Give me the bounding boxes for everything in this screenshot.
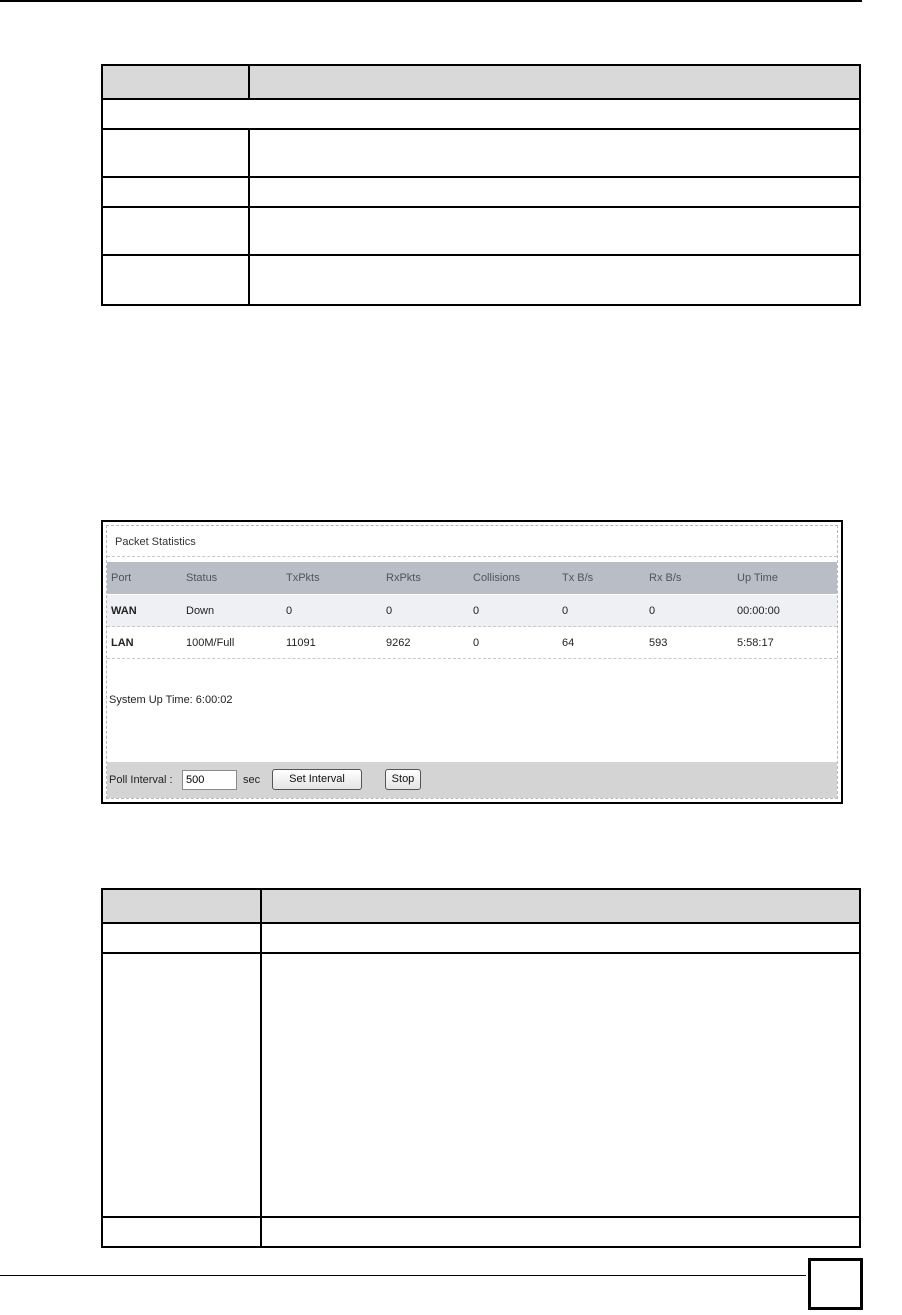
footer-rule [0, 1275, 806, 1276]
table-cell [102, 1217, 261, 1247]
column-header-rx-bps: Rx B/s [649, 572, 682, 584]
tx-bps-cell: 64 [562, 637, 575, 649]
column-header-collisions: Collisions [473, 572, 521, 584]
table-row [102, 207, 860, 255]
table-cell [102, 65, 249, 99]
system-up-time: System Up Time: 6:00:02 [109, 694, 233, 706]
column-header-rxpkts: RxPkts [386, 572, 421, 584]
packet-statistics-screenshot [101, 520, 843, 804]
table-row [102, 255, 860, 305]
table-cell [102, 889, 261, 923]
table-cell [102, 923, 261, 953]
table-row [102, 1217, 860, 1247]
port-cell: LAN [111, 637, 134, 649]
rxpkts-cell: 0 [386, 605, 393, 617]
field-table-bottom [101, 888, 861, 1248]
table-cell [261, 889, 860, 923]
page-number-box [808, 1258, 863, 1310]
stop-button[interactable]: Stop [385, 769, 421, 790]
table-row [102, 953, 860, 1217]
table-cell [102, 207, 249, 255]
txpkts-cell: 0 [286, 605, 293, 617]
txpkts-cell: 11091 [286, 637, 316, 649]
table-cell [102, 99, 860, 129]
table-row [102, 923, 860, 953]
table-cell [249, 177, 860, 207]
title-divider [107, 556, 837, 557]
table-cell [249, 255, 860, 305]
table-cell [261, 923, 860, 953]
table-cell [261, 1217, 860, 1247]
collisions-cell: 0 [473, 605, 480, 617]
table-cell [249, 129, 860, 177]
panel-title: Packet Statistics [115, 536, 196, 548]
column-header-tx-bps: Tx B/s [562, 572, 594, 584]
set-interval-button[interactable]: Set Interval [272, 769, 362, 790]
table-cell [102, 953, 261, 1217]
table-row [102, 177, 860, 207]
status-cell: Down [186, 605, 215, 617]
table-cell [102, 177, 249, 207]
table-cell [261, 953, 860, 1217]
status-cell: 100M/Full [186, 637, 235, 649]
table-row-lan [107, 627, 837, 659]
poll-interval-bar [107, 762, 837, 798]
table-section-row [102, 99, 860, 129]
table-header-row [102, 889, 860, 923]
up-time-cell: 00:00:00 [737, 605, 780, 617]
stats-table-header [107, 562, 837, 594]
poll-interval-input[interactable] [182, 770, 237, 790]
table-cell [249, 65, 860, 99]
table-cell [102, 255, 249, 305]
rxpkts-cell: 9262 [386, 637, 411, 649]
poll-interval-label: Poll Interval : [109, 774, 173, 786]
column-header-txpkts: TxPkts [286, 572, 320, 584]
poll-interval-unit: sec [243, 774, 261, 786]
table-row [102, 129, 860, 177]
table-cell [102, 129, 249, 177]
table-header-row [102, 65, 860, 99]
table-cell [249, 207, 860, 255]
collisions-cell: 0 [473, 637, 480, 649]
table-row-wan [107, 595, 837, 627]
field-table-top [101, 64, 861, 306]
header-rule [0, 0, 862, 2]
rx-bps-cell: 593 [649, 637, 668, 649]
up-time-cell: 5:58:17 [737, 637, 774, 649]
rx-bps-cell: 0 [649, 605, 656, 617]
packet-statistics-panel [106, 525, 838, 799]
port-cell: WAN [111, 605, 137, 617]
column-header-port: Port [111, 572, 132, 584]
column-header-up-time: Up Time [737, 572, 778, 584]
column-header-status: Status [186, 572, 218, 584]
tx-bps-cell: 0 [562, 605, 569, 617]
